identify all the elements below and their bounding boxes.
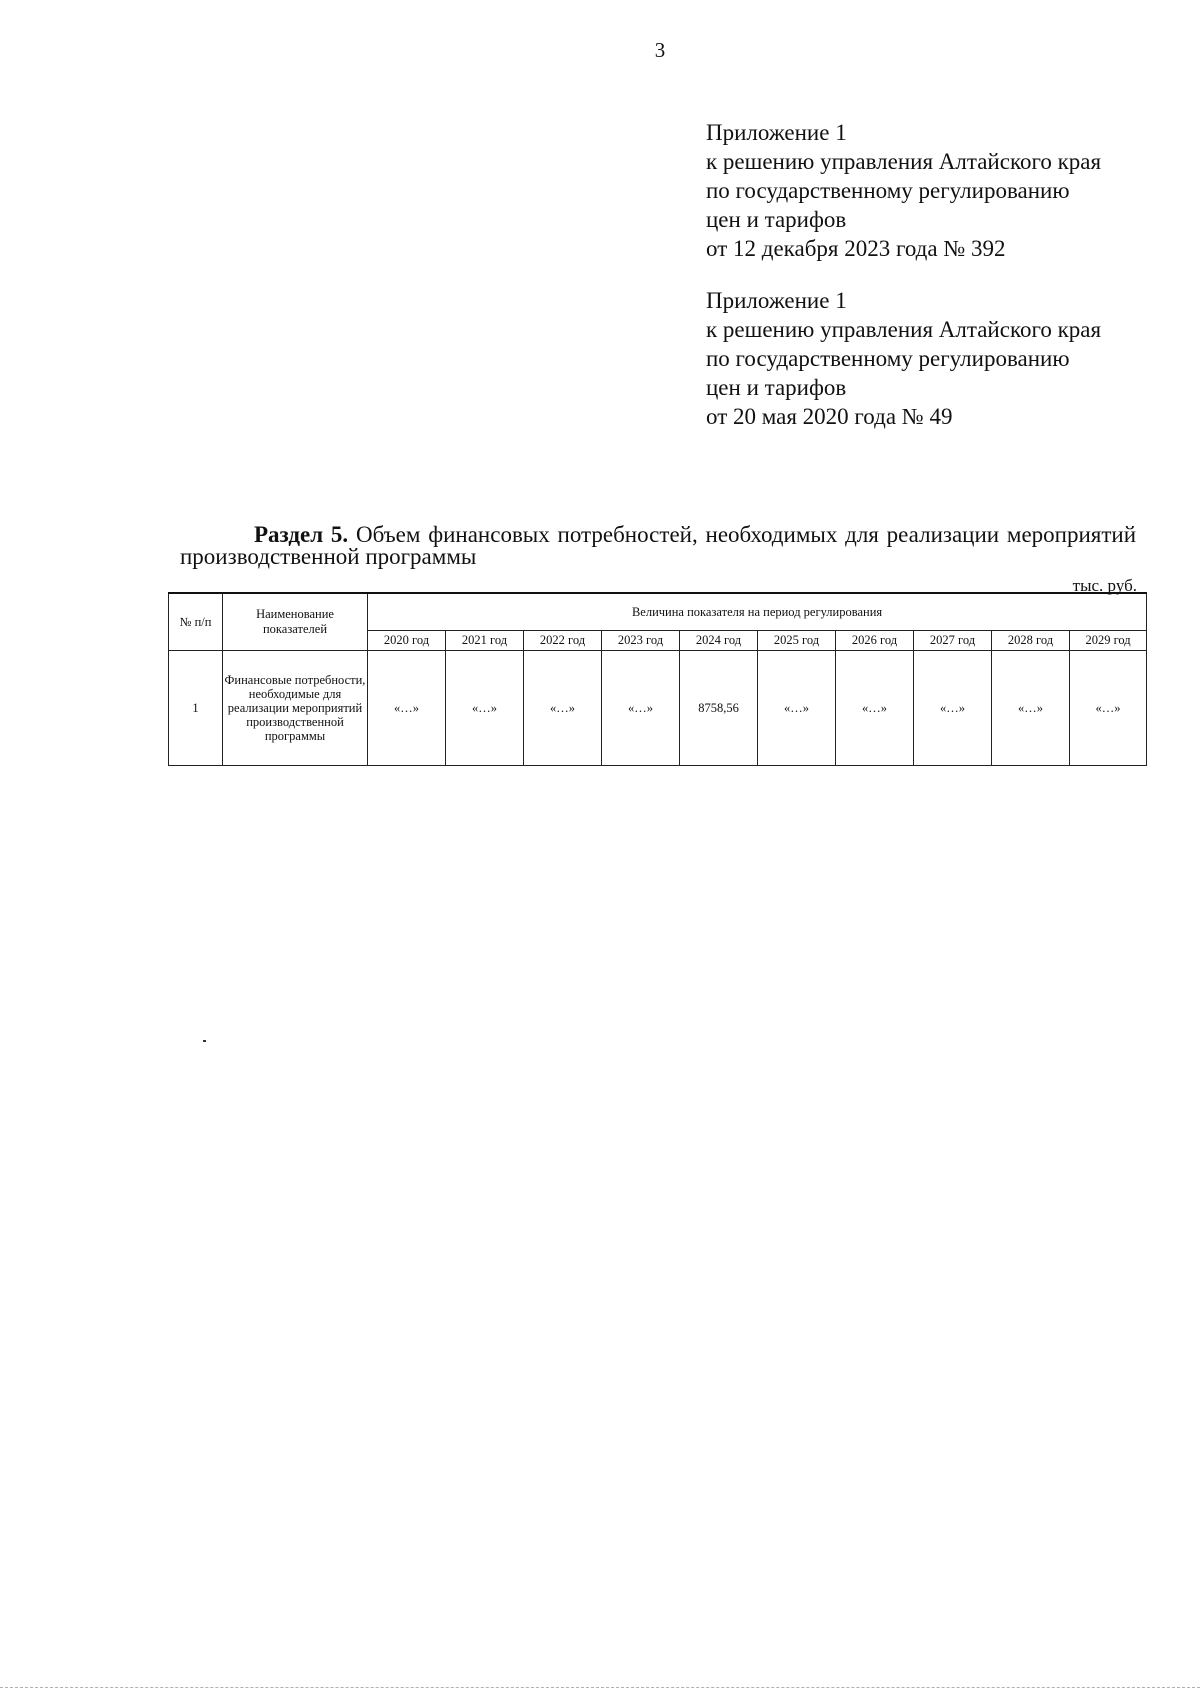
appendix-line: Приложение 1 <box>706 120 847 145</box>
header-year: 2024 год <box>680 631 758 651</box>
table-row <box>169 651 1147 766</box>
page-number: 3 <box>654 38 666 62</box>
row-value: «…» <box>602 651 680 766</box>
header-year: 2025 год <box>758 631 836 651</box>
header-year: 2029 год <box>1070 631 1147 651</box>
header-year: 2026 год <box>836 631 914 651</box>
appendix-line: от 12 декабря 2023 года № 392 <box>706 236 1006 261</box>
row-value: «…» <box>992 651 1070 766</box>
section-text: Объем финансовых потребностей, необходимых для реализации мероприятий производственной программы <box>180 522 1137 569</box>
header-number: № п/п <box>169 593 223 651</box>
header-year: 2022 год <box>524 631 602 651</box>
row-value: «…» <box>368 651 446 766</box>
header-period: Величина показателя на период регулирования <box>368 593 1147 631</box>
row-value: «…» <box>758 651 836 766</box>
header-year: 2021 год <box>446 631 524 651</box>
header-year: 2023 год <box>602 631 680 651</box>
header-year: 2028 год <box>992 631 1070 651</box>
header-year: 2027 год <box>914 631 992 651</box>
row-value: 8758,56 <box>680 651 758 766</box>
row-value: «…» <box>836 651 914 766</box>
units-label: тыс. руб. <box>1072 576 1137 595</box>
section-label: Раздел 5. <box>254 522 349 547</box>
section-title <box>180 524 1136 568</box>
appendix-line: от 20 мая 2020 года № 49 <box>706 404 953 429</box>
row-value: «…» <box>446 651 524 766</box>
appendix-line: Приложение 1 <box>706 288 847 313</box>
row-value: «…» <box>524 651 602 766</box>
appendix-line: по государственному регулированию <box>706 178 1070 203</box>
row-name: Финансовые потребности, необходимые для реализации мероприятий производственной программы <box>223 651 368 766</box>
scan-bottom-edge <box>0 1687 1200 1689</box>
header-name: Наименование показателей <box>223 593 368 651</box>
appendix-current-block <box>706 118 1166 263</box>
appendix-line: по государственному регулированию <box>706 346 1070 371</box>
appendix-line: цен и тарифов <box>706 207 847 232</box>
appendix-line: к решению управления Алтайского края <box>706 149 1102 174</box>
row-value: «…» <box>1070 651 1147 766</box>
scan-speck <box>203 1040 206 1042</box>
appendix-original-block <box>706 286 1166 431</box>
appendix-line: цен и тарифов <box>706 375 847 400</box>
row-value: «…» <box>914 651 992 766</box>
row-number: 1 <box>169 651 223 766</box>
appendix-line: к решению управления Алтайского края <box>706 317 1102 342</box>
header-year: 2020 год <box>368 631 446 651</box>
financial-needs-table <box>168 592 1147 766</box>
